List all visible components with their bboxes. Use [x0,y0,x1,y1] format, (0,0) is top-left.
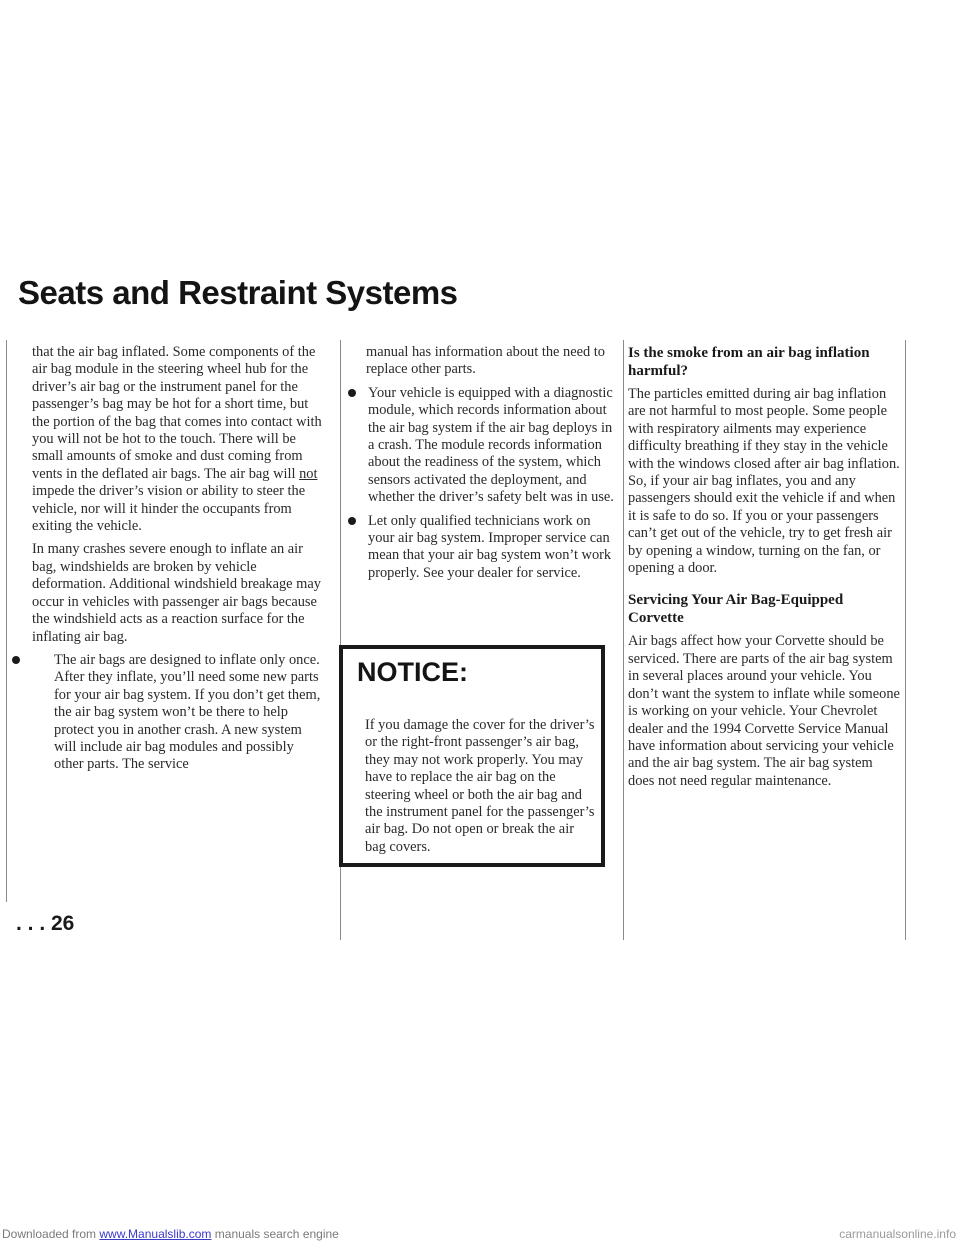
manualslib-link[interactable]: www.Manualslib.com [99,1227,212,1241]
watermark-text: carmanualsonline.info [839,1227,956,1241]
paragraph-text-continued: impede the driver’s vision or ability to steer the vehicle, nor will it hinder the occupants from exiting the vehicle. [32,483,306,535]
bullet-icon [348,389,356,397]
bullet-item-diagnostic-module [346,385,616,507]
notice-box [339,645,605,867]
column-left [32,344,322,780]
page-title: Seats and Restraint Systems [18,274,458,311]
right-margin-rule [905,340,906,940]
footer-suffix: manuals search engine [211,1227,339,1241]
paragraph-servicing: Air bags affect how your Corvette should be serviced. There are parts of the air bag system in several places around your vehicle. You don’t want the system to inflate while someone is working on your vehicle. Your Chevrolet dealer and the 1994 Corvette Service Manual have information about servicing your vehicle and the air bag system. The air bag system does not need regular maintenance. [628,633,900,789]
footer [0,1226,960,1242]
notice-text: If you damage the cover for the driver’s or the right-front passenger’s air bag, they may not work properly. You may have to replace the air bag on the steering wheel or both the air bag and the instrument panel for the passenger’s air bag. Do not open or break the air bag covers. [365,717,595,855]
underlined-word: not [299,465,318,482]
paragraph-text: that the air bag inflated. Some components of the air bag module in the steering wheel hub for the driver’s air bag or the instrument panel for the passenger’s bag may be hot for a short time, but the portion of the bag that comes into contact with you will not be hot to the touch. There will be small amounts of smoke and dust coming from vents in the deflated air bags. The air bag will [32,344,322,482]
footer-prefix: Downloaded from [2,1227,100,1241]
bullet-text: The air bags are designed to inflate only once. After they inflate, you’ll need some new parts for your air bag system. If you don’t get them, the air bag system won’t be there to help protect you in another crash. A new system will include air bag modules and possibly other parts. The service [54,651,321,773]
paragraph-smoke-particles: The particles emitted during air bag inflation are not harmful to most people. Some people with respiratory ailments may experience difficulty breathing if they stay in the vehicle with the windows closed after air bag inflation. So, if your air bag inflates, you and any passengers should exit the vehicle if and when it is safe to do so. If you or your passengers can’t get out of the vehicle, try to get fresh air by opening a window, turning on the fan, or opening a door. [628,386,900,577]
bullet-item-inflate-once [12,652,322,774]
bullet-text: Your vehicle is equipped with a diagnostic module, which records information about the air bag system if the air bag deploys in a crash. The module records information about the readiness of the system, which sensors activated the deployment, and whether the driver’s safety belt was in use. [368,384,614,506]
bullet-icon [348,517,356,525]
footer-download-notice [2,1226,339,1242]
paragraph-text: In many crashes severe enough to inflate an air bag, windshields are broken by vehicle deformation. Additional windshield breakage may occur in vehicles with passenger air bags because the windshield acts as a reaction surface for the inflating air bag. [32,541,321,645]
bullet-text: Let only qualified technicians work on your air bag system. Improper service can mean that your air bag system won’t work properly. See your dealer for service. [368,512,612,581]
bullet-icon [12,656,20,664]
paragraph-air-bag-after-inflation [32,344,322,535]
column-right [628,344,900,796]
left-margin-rule [6,340,7,902]
paragraph-text: manual has information about the need to replace other parts. [366,344,605,378]
column-divider-2 [623,340,624,940]
page-number: . . . 26 [16,912,75,935]
heading-servicing-corvette: Servicing Your Air Bag-Equipped Corvette [628,592,844,627]
paragraph-windshield [32,541,322,645]
paragraph-service-manual [346,344,616,379]
notice-title: NOTICE: [357,657,468,687]
column-middle [346,344,616,588]
bullet-item-qualified-technicians [346,513,616,583]
heading-smoke-harmful: Is the smoke from an air bag inflation harmful? [628,345,870,379]
